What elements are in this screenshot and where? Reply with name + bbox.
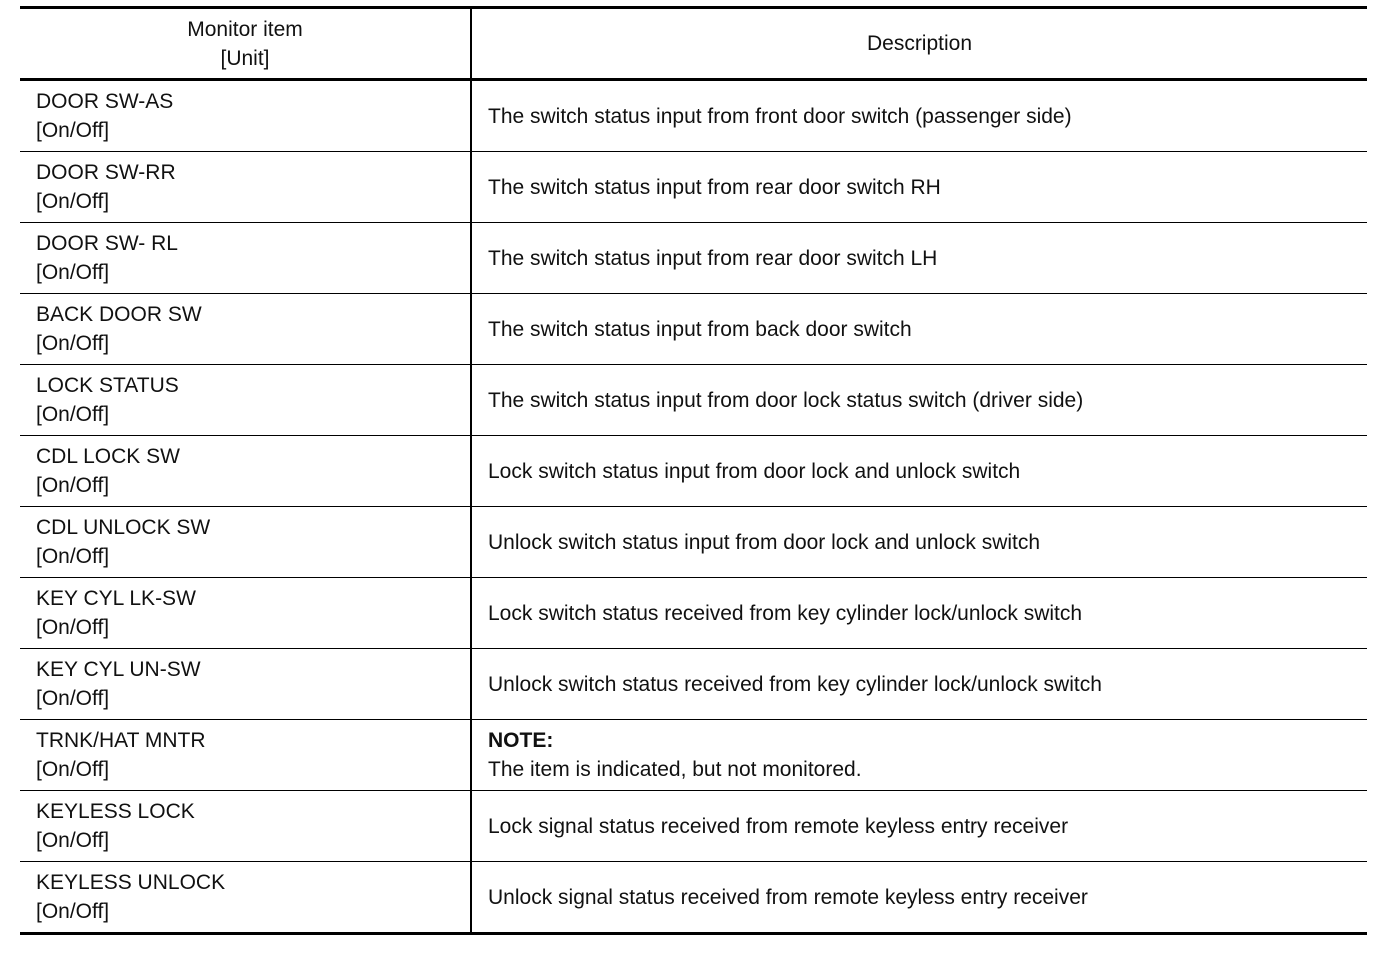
- description-cell: The switch status input from front door switch (passenger side): [471, 80, 1367, 152]
- description-cell: Lock signal status received from remote keyless entry receiver: [471, 791, 1367, 862]
- monitor-item-cell: [20, 862, 471, 934]
- note-text: The item is indicated, but not monitored.: [488, 758, 862, 781]
- monitor-item-cell: [20, 365, 471, 436]
- monitor-item-name: BACK DOOR SW: [36, 303, 202, 326]
- monitor-item-cell: [20, 791, 471, 862]
- monitor-item-cell: [20, 80, 471, 152]
- monitor-item-name: KEYLESS LOCK: [36, 800, 195, 823]
- monitor-item-cell: [20, 507, 471, 578]
- monitor-item-name: DOOR SW- RL: [36, 232, 178, 255]
- table-row: [20, 791, 1367, 862]
- monitor-item-name: DOOR SW-RR: [36, 161, 176, 184]
- monitor-item-cell: [20, 649, 471, 720]
- monitor-item-unit: [On/Off]: [36, 119, 110, 142]
- table-row: [20, 507, 1367, 578]
- monitor-item-name: CDL LOCK SW: [36, 445, 180, 468]
- table-row: [20, 649, 1367, 720]
- monitor-item-name: KEY CYL LK-SW: [36, 587, 196, 610]
- description-cell: Unlock switch status input from door lock and unlock switch: [471, 507, 1367, 578]
- description-cell: Lock switch status input from door lock and unlock switch: [471, 436, 1367, 507]
- table-row: [20, 720, 1367, 791]
- monitor-item-name: KEYLESS UNLOCK: [36, 871, 226, 894]
- monitor-item-unit: [On/Off]: [36, 190, 110, 213]
- monitor-item-cell: [20, 152, 471, 223]
- header-description: Description: [471, 8, 1367, 80]
- monitor-item-name: DOOR SW-AS: [36, 90, 174, 113]
- monitor-item-name: KEY CYL UN-SW: [36, 658, 201, 681]
- monitor-item-cell: [20, 578, 471, 649]
- table-row: [20, 578, 1367, 649]
- description-cell: The switch status input from rear door switch RH: [471, 152, 1367, 223]
- monitor-item-unit: [On/Off]: [36, 616, 110, 639]
- description-cell: Unlock signal status received from remote keyless entry receiver: [471, 862, 1367, 934]
- table-row: [20, 294, 1367, 365]
- monitor-item-cell: [20, 294, 471, 365]
- monitor-item-cell: [20, 436, 471, 507]
- monitor-item-unit: [On/Off]: [36, 332, 110, 355]
- monitor-item-name: TRNK/HAT MNTR: [36, 729, 206, 752]
- table-row: [20, 152, 1367, 223]
- monitor-item-name: CDL UNLOCK SW: [36, 516, 211, 539]
- monitor-item-name: LOCK STATUS: [36, 374, 179, 397]
- monitor-item-cell: [20, 223, 471, 294]
- note-label: NOTE:: [488, 729, 554, 752]
- monitor-item-unit: [On/Off]: [36, 261, 110, 284]
- table-row: [20, 223, 1367, 294]
- description-cell: Lock switch status received from key cylinder lock/unlock switch: [471, 578, 1367, 649]
- table-row: [20, 436, 1367, 507]
- monitor-item-unit: [On/Off]: [36, 545, 110, 568]
- header-monitor-item: [20, 8, 471, 80]
- description-cell: Unlock switch status received from key cylinder lock/unlock switch: [471, 649, 1367, 720]
- monitor-item-unit: [On/Off]: [36, 829, 110, 852]
- monitor-item-unit: [On/Off]: [36, 900, 110, 923]
- monitor-item-table: [20, 6, 1367, 935]
- monitor-item-unit: [On/Off]: [36, 474, 110, 497]
- description-cell: The switch status input from door lock status switch (driver side): [471, 365, 1367, 436]
- description-cell: The switch status input from back door switch: [471, 294, 1367, 365]
- monitor-item-unit: [On/Off]: [36, 687, 110, 710]
- table-row: [20, 365, 1367, 436]
- description-cell: [471, 720, 1367, 791]
- monitor-item-unit: [On/Off]: [36, 758, 110, 781]
- table-header-row: [20, 8, 1367, 80]
- header-monitor-item-label: Monitor item: [187, 17, 303, 41]
- description-cell: The switch status input from rear door switch LH: [471, 223, 1367, 294]
- monitor-item-cell: [20, 720, 471, 791]
- table-row: [20, 862, 1367, 934]
- header-unit-label: [Unit]: [220, 46, 270, 70]
- table-row: [20, 80, 1367, 152]
- monitor-item-unit: [On/Off]: [36, 403, 110, 426]
